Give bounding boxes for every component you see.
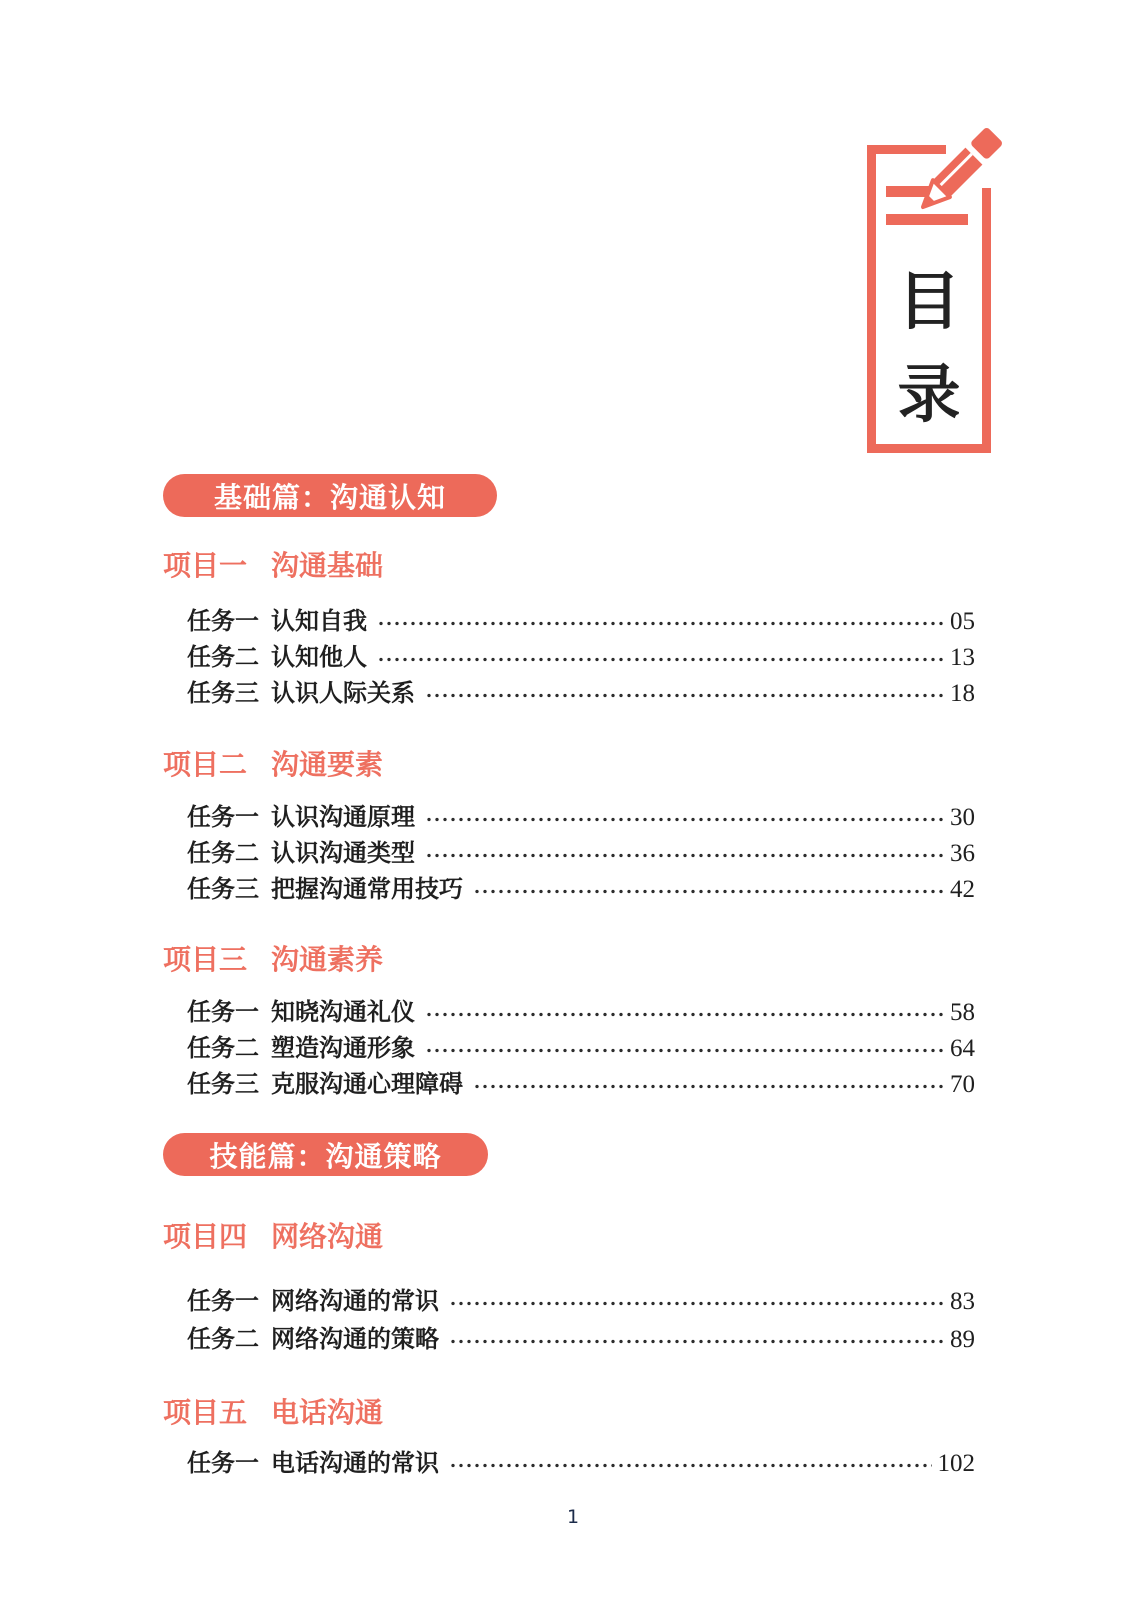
task-label: 任务一	[187, 1289, 259, 1315]
project-heading-2	[163, 750, 383, 782]
task-page-number: 64	[950, 1035, 975, 1062]
dot-leader	[425, 853, 944, 858]
task-title: 认识沟通类型	[271, 841, 415, 867]
toc-entry	[187, 875, 975, 905]
toc-title-char-2: 录	[897, 360, 961, 430]
project-number: 项目二	[163, 750, 248, 781]
part-pill-label: 基础篇：沟通认知	[213, 482, 446, 514]
task-page-number: 18	[950, 680, 975, 707]
project-heading-1	[163, 551, 383, 583]
project-number: 项目五	[163, 1398, 248, 1429]
task-title: 网络沟通的常识	[271, 1289, 439, 1315]
task-title: 克服沟通心理障碍	[271, 1072, 463, 1098]
task-label: 任务二	[187, 841, 259, 867]
part-pill-label: 技能篇：沟通策略	[209, 1141, 442, 1173]
task-page-number: 13	[950, 644, 975, 671]
toc-entry	[187, 998, 975, 1028]
toc-entry	[187, 1325, 975, 1355]
toc-entry	[187, 803, 975, 833]
toc-emblem	[853, 123, 1011, 455]
project-heading-3	[163, 945, 383, 977]
project-number: 项目四	[163, 1222, 248, 1253]
dot-leader	[377, 621, 944, 626]
toc-entry	[187, 607, 975, 637]
toc-entry	[187, 1449, 975, 1479]
task-title: 认知自我	[271, 609, 367, 635]
task-title: 认知他人	[271, 645, 367, 671]
task-title: 认识沟通原理	[271, 805, 415, 831]
project-number: 项目一	[163, 551, 248, 582]
task-title: 把握沟通常用技巧	[271, 877, 463, 903]
task-page-number: 36	[950, 840, 975, 867]
project-name: 沟通要素	[271, 750, 384, 781]
task-title: 网络沟通的策略	[271, 1327, 439, 1353]
task-label: 任务二	[187, 1327, 259, 1353]
task-label: 任务一	[187, 1000, 259, 1026]
task-label: 任务一	[187, 609, 259, 635]
part-pill-skills	[163, 1133, 488, 1176]
task-title: 认识人际关系	[271, 681, 415, 707]
task-page-number: 102	[937, 1450, 975, 1477]
dot-leader	[473, 889, 944, 894]
task-page-number: 42	[950, 876, 975, 903]
project-name: 沟通素养	[271, 945, 384, 976]
task-title: 塑造沟通形象	[271, 1036, 415, 1062]
toc-entry	[187, 1034, 975, 1064]
toc-entry	[187, 679, 975, 709]
task-label: 任务一	[187, 805, 259, 831]
task-page-number: 70	[950, 1071, 975, 1098]
toc-title-char-1: 目	[897, 267, 961, 337]
dot-leader	[449, 1463, 932, 1468]
dot-leader	[425, 1048, 944, 1053]
dot-leader	[449, 1339, 944, 1344]
project-name: 沟通基础	[271, 551, 384, 582]
dot-leader	[425, 693, 944, 698]
dot-leader	[473, 1084, 944, 1089]
dot-leader	[449, 1301, 944, 1306]
project-heading-5	[163, 1398, 383, 1430]
part-pill-basics	[163, 474, 497, 517]
project-heading-4	[163, 1222, 383, 1254]
dot-leader	[425, 817, 944, 822]
task-label: 任务三	[187, 681, 259, 707]
task-page-number: 83	[950, 1288, 975, 1315]
task-title: 知晓沟通礼仪	[271, 1000, 415, 1026]
toc-entry	[187, 1070, 975, 1100]
task-label: 任务一	[187, 1451, 259, 1477]
task-label: 任务二	[187, 645, 259, 671]
dot-leader	[425, 1012, 944, 1017]
project-number: 项目三	[163, 945, 248, 976]
dot-leader	[377, 657, 944, 662]
toc-entry	[187, 839, 975, 869]
toc-entry	[187, 1287, 975, 1317]
project-name: 网络沟通	[271, 1222, 384, 1253]
task-label: 任务三	[187, 877, 259, 903]
task-page-number: 58	[950, 999, 975, 1026]
project-name: 电话沟通	[271, 1398, 384, 1429]
task-page-number: 30	[950, 804, 975, 831]
task-title: 电话沟通的常识	[271, 1451, 439, 1477]
toc-entry	[187, 643, 975, 673]
page-number: 1	[566, 1506, 580, 1528]
task-page-number: 05	[950, 608, 975, 635]
task-label: 任务二	[187, 1036, 259, 1062]
task-page-number: 89	[950, 1326, 975, 1353]
task-label: 任务三	[187, 1072, 259, 1098]
